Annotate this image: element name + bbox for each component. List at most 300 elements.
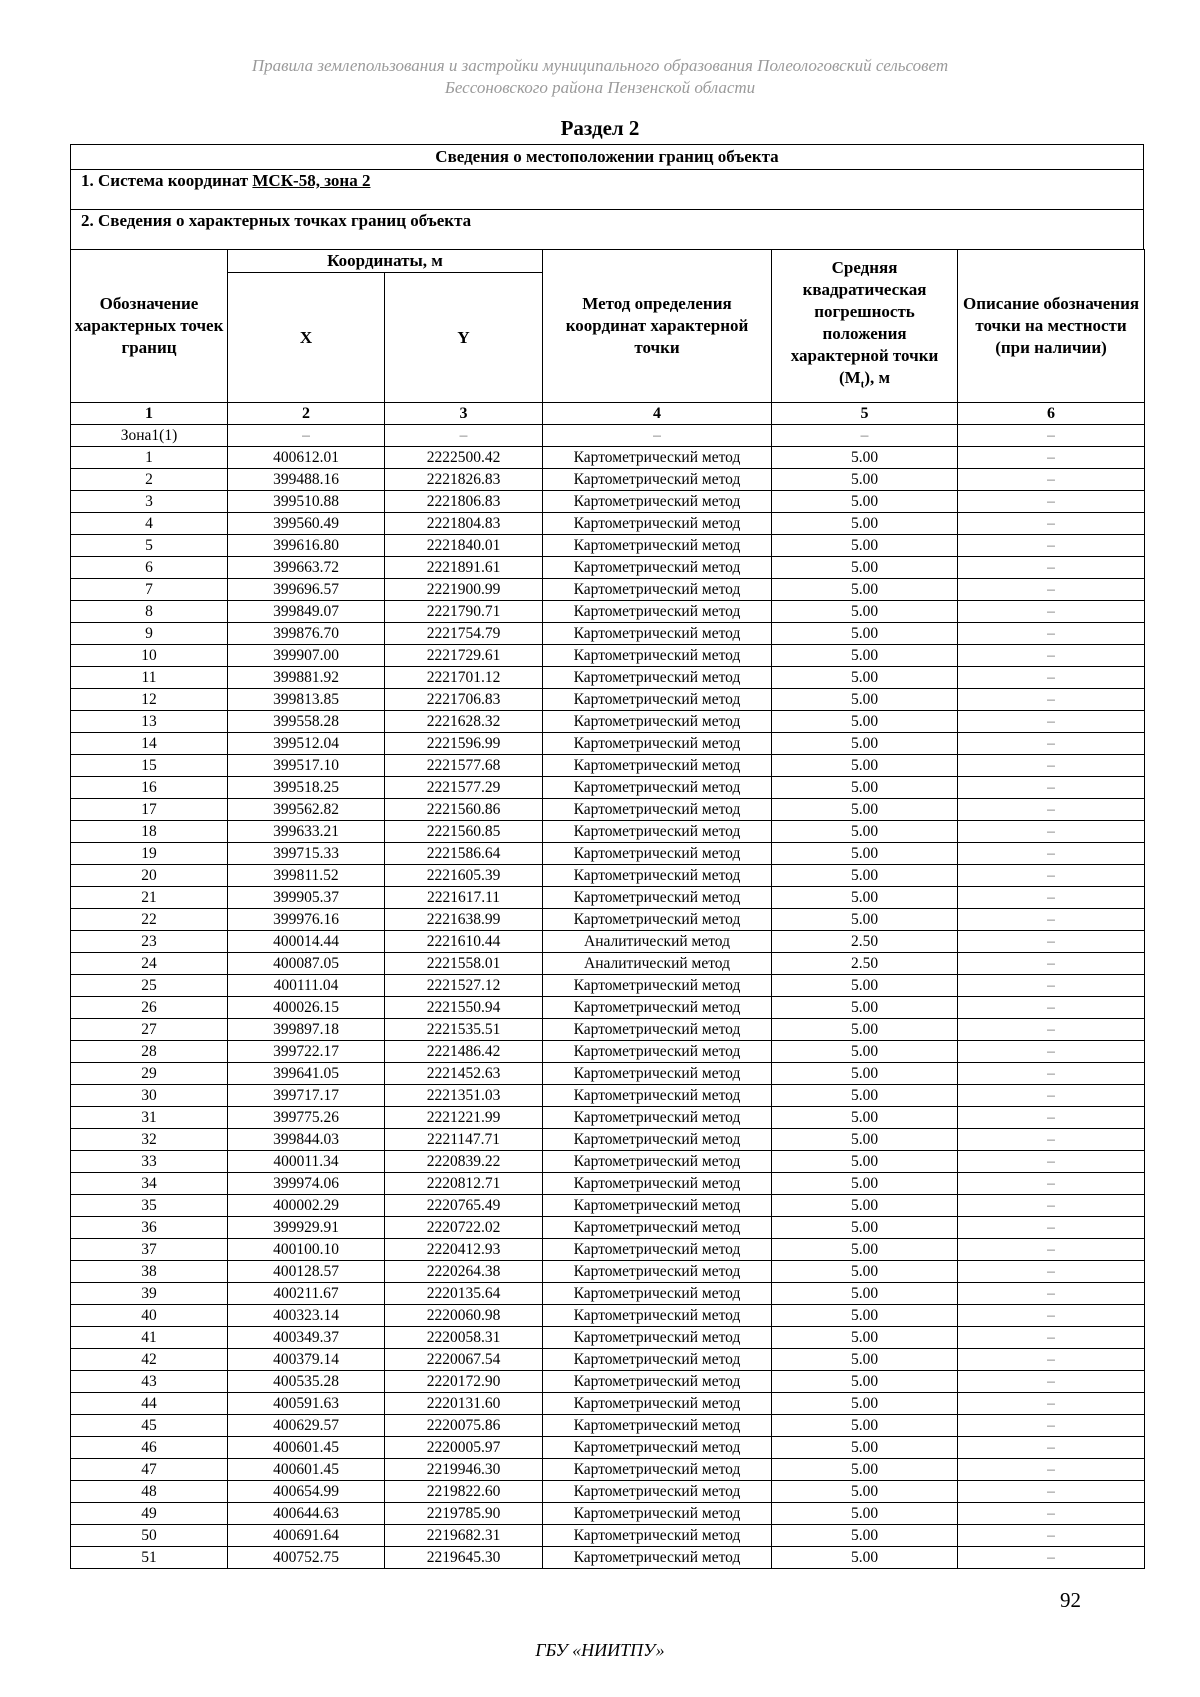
error-cell: 5.00 xyxy=(772,997,958,1019)
error-cell: 5.00 xyxy=(772,1239,958,1261)
method-cell: Картометрический метод xyxy=(543,1283,772,1305)
error-cell: 5.00 xyxy=(772,755,958,777)
error-cell: 5.00 xyxy=(772,601,958,623)
error-cell: 2.50 xyxy=(772,953,958,975)
description-cell: – xyxy=(958,1327,1145,1349)
error-cell: 5.00 xyxy=(772,1041,958,1063)
description-cell: – xyxy=(958,975,1145,997)
y-coordinate-cell: 2221452.63 xyxy=(385,1063,543,1085)
method-cell: Картометрический метод xyxy=(543,601,772,623)
table-row xyxy=(71,447,1145,469)
y-coordinate-cell: 2221221.99 xyxy=(385,1107,543,1129)
col-header-description: Описание обозначения точки на местности (при наличии) xyxy=(958,250,1145,403)
point-id-cell: 34 xyxy=(71,1173,228,1195)
watermark-line-1: Правила землепользования и застройки муниципального образования Полеологовский сельсовет xyxy=(251,56,949,75)
description-cell: – xyxy=(958,491,1145,513)
point-id-cell: 4 xyxy=(71,513,228,535)
y-coordinate-cell: 2220058.31 xyxy=(385,1327,543,1349)
col-header-error: Средняя квадратическая погрешность положения характерной точки $(M_t)$, м xyxy=(772,250,958,403)
x-coordinate-cell: 399488.16 xyxy=(228,469,385,491)
description-cell: – xyxy=(958,1547,1145,1569)
description-cell: – xyxy=(958,1107,1145,1129)
error-cell: 5.00 xyxy=(772,777,958,799)
method-cell: Картометрический метод xyxy=(543,1019,772,1041)
y-coordinate-cell: 2221900.99 xyxy=(385,579,543,601)
method-cell: Картометрический метод xyxy=(543,557,772,579)
table-caption: Сведения о местоположении границ объекта xyxy=(70,144,1144,170)
table-row xyxy=(71,1129,1145,1151)
method-cell: Картометрический метод xyxy=(543,1041,772,1063)
error-cell: 5.00 xyxy=(772,645,958,667)
table-row xyxy=(71,1217,1145,1239)
method-cell: Картометрический метод xyxy=(543,513,772,535)
y-coordinate-cell: 2220135.64 xyxy=(385,1283,543,1305)
description-cell: – xyxy=(958,887,1145,909)
y-coordinate-cell: 2221535.51 xyxy=(385,1019,543,1041)
point-id-cell: 13 xyxy=(71,711,228,733)
point-id-cell: 39 xyxy=(71,1283,228,1305)
point-id-cell: 8 xyxy=(71,601,228,623)
description-cell: – xyxy=(958,1371,1145,1393)
error-cell: 5.00 xyxy=(772,1503,958,1525)
method-cell: Картометрический метод xyxy=(543,1239,772,1261)
footer-organization: ГБУ «НИИТПУ» xyxy=(535,1640,665,1660)
x-coordinate-cell: 400100.10 xyxy=(228,1239,385,1261)
x-coordinate-cell: 400011.34 xyxy=(228,1151,385,1173)
col-number: 2 xyxy=(228,403,385,425)
point-id-cell: 24 xyxy=(71,953,228,975)
description-cell: – xyxy=(958,997,1145,1019)
x-coordinate-cell: 399641.05 xyxy=(228,1063,385,1085)
y-coordinate-cell: 2220765.49 xyxy=(385,1195,543,1217)
col-number: 4 xyxy=(543,403,772,425)
method-cell: Картометрический метод xyxy=(543,1173,772,1195)
coord-system-value: МСК-58, зона 2 xyxy=(252,171,371,190)
table-row xyxy=(71,1239,1145,1261)
y-coordinate-cell: 2221577.29 xyxy=(385,777,543,799)
table-row xyxy=(71,689,1145,711)
col-header-coords-group: Координаты, м xyxy=(228,250,543,273)
x-coordinate-cell: 400379.14 xyxy=(228,1349,385,1371)
method-cell: Картометрический метод xyxy=(543,1371,772,1393)
table-row xyxy=(71,557,1145,579)
x-coordinate-cell: 400128.57 xyxy=(228,1261,385,1283)
col-number: 1 xyxy=(71,403,228,425)
table-row xyxy=(71,975,1145,997)
table-row xyxy=(71,623,1145,645)
method-cell: Картометрический метод xyxy=(543,1547,772,1569)
point-id-cell: 37 xyxy=(71,1239,228,1261)
point-id-cell: 35 xyxy=(71,1195,228,1217)
page-number: 92 xyxy=(1060,1588,1081,1612)
table-row xyxy=(71,887,1145,909)
table-row xyxy=(71,821,1145,843)
x-coordinate-cell: 399811.52 xyxy=(228,865,385,887)
point-id-cell: 9 xyxy=(71,623,228,645)
error-cell: 5.00 xyxy=(772,1437,958,1459)
point-id-cell: 48 xyxy=(71,1481,228,1503)
x-coordinate-cell: 399876.70 xyxy=(228,623,385,645)
y-coordinate-cell: 2221790.71 xyxy=(385,601,543,623)
table-row xyxy=(71,733,1145,755)
point-id-cell: 23 xyxy=(71,931,228,953)
table-row xyxy=(71,755,1145,777)
x-coordinate-cell: 400111.04 xyxy=(228,975,385,997)
point-id-cell: 22 xyxy=(71,909,228,931)
description-cell: – xyxy=(958,1151,1145,1173)
error-cell: 5.00 xyxy=(772,469,958,491)
y-coordinate-cell: 2220722.02 xyxy=(385,1217,543,1239)
point-id-cell: 10 xyxy=(71,645,228,667)
table-row xyxy=(71,1503,1145,1525)
description-cell: – xyxy=(958,843,1145,865)
table-row xyxy=(71,1195,1145,1217)
description-cell: – xyxy=(958,1393,1145,1415)
method-cell: Картометрический метод xyxy=(543,667,772,689)
point-id-cell: 32 xyxy=(71,1129,228,1151)
point-id-cell: 41 xyxy=(71,1327,228,1349)
description-cell: – xyxy=(958,1173,1145,1195)
error-cell: 5.00 xyxy=(772,1261,958,1283)
y-coordinate-cell: 2220839.22 xyxy=(385,1151,543,1173)
description-cell: – xyxy=(958,1349,1145,1371)
description-cell: – xyxy=(958,667,1145,689)
x-coordinate-cell: 400591.63 xyxy=(228,1393,385,1415)
y-coordinate-cell: 2220412.93 xyxy=(385,1239,543,1261)
table-row xyxy=(71,953,1145,975)
error-cell: 5.00 xyxy=(772,1481,958,1503)
x-coordinate-cell: 399929.91 xyxy=(228,1217,385,1239)
x-coordinate-cell: 399517.10 xyxy=(228,755,385,777)
method-cell: Картометрический метод xyxy=(543,1349,772,1371)
x-coordinate-cell: 400629.57 xyxy=(228,1415,385,1437)
error-cell: 5.00 xyxy=(772,843,958,865)
y-coordinate-cell: 2221147.71 xyxy=(385,1129,543,1151)
boundary-points-table xyxy=(70,249,1145,1569)
point-id-cell: 44 xyxy=(71,1393,228,1415)
point-id-cell: 36 xyxy=(71,1217,228,1239)
table-row xyxy=(71,645,1145,667)
method-cell: Картометрический метод xyxy=(543,645,772,667)
method-cell: Картометрический метод xyxy=(543,1305,772,1327)
y-coordinate-cell: 2221486.42 xyxy=(385,1041,543,1063)
description-cell: – xyxy=(958,1283,1145,1305)
description-cell: – xyxy=(958,1503,1145,1525)
table-row xyxy=(71,997,1145,1019)
table-row xyxy=(71,579,1145,601)
error-cell: 5.00 xyxy=(772,909,958,931)
document-watermark-header xyxy=(0,55,1200,99)
y-coordinate-cell: 2222500.42 xyxy=(385,447,543,469)
y-coordinate-cell: 2221891.61 xyxy=(385,557,543,579)
point-id-cell: 17 xyxy=(71,799,228,821)
y-coordinate-cell: 2221560.85 xyxy=(385,821,543,843)
method-cell: Картометрический метод xyxy=(543,887,772,909)
method-cell: Картометрический метод xyxy=(543,1481,772,1503)
description-cell: – xyxy=(958,1085,1145,1107)
point-id-cell: 45 xyxy=(71,1415,228,1437)
table-row xyxy=(71,909,1145,931)
error-cell: 5.00 xyxy=(772,975,958,997)
x-coordinate-cell: 400601.45 xyxy=(228,1437,385,1459)
description-cell: – xyxy=(958,469,1145,491)
x-coordinate-cell: 400026.15 xyxy=(228,997,385,1019)
method-cell: Картометрический метод xyxy=(543,909,772,931)
point-id-cell: 43 xyxy=(71,1371,228,1393)
table-row xyxy=(71,1371,1145,1393)
table-row xyxy=(71,1151,1145,1173)
method-cell: Картометрический метод xyxy=(543,821,772,843)
description-cell: – xyxy=(958,931,1145,953)
description-cell: – xyxy=(958,909,1145,931)
description-cell: – xyxy=(958,535,1145,557)
description-cell: – xyxy=(958,425,1145,447)
y-coordinate-cell: 2221638.99 xyxy=(385,909,543,931)
x-coordinate-cell: 399897.18 xyxy=(228,1019,385,1041)
error-cell: 5.00 xyxy=(772,1459,958,1481)
description-cell: – xyxy=(958,711,1145,733)
y-coordinate-cell: 2221628.32 xyxy=(385,711,543,733)
section-title: Раздел 2 xyxy=(560,116,640,140)
table-row xyxy=(71,1261,1145,1283)
method-cell: Аналитический метод xyxy=(543,931,772,953)
method-cell: Картометрический метод xyxy=(543,579,772,601)
description-cell: – xyxy=(958,645,1145,667)
description-cell: – xyxy=(958,1437,1145,1459)
point-id-cell: 21 xyxy=(71,887,228,909)
point-id-cell: 38 xyxy=(71,1261,228,1283)
x-coordinate-cell: 399518.25 xyxy=(228,777,385,799)
method-cell: Картометрический метод xyxy=(543,1063,772,1085)
y-coordinate-cell: 2220172.90 xyxy=(385,1371,543,1393)
table-row xyxy=(71,1107,1145,1129)
method-cell: Картометрический метод xyxy=(543,1393,772,1415)
table-row xyxy=(71,1041,1145,1063)
y-coordinate-cell: 2221527.12 xyxy=(385,975,543,997)
error-cell: 5.00 xyxy=(772,535,958,557)
y-coordinate-cell: 2221826.83 xyxy=(385,469,543,491)
method-cell: Картометрический метод xyxy=(543,535,772,557)
x-coordinate-cell: 399616.80 xyxy=(228,535,385,557)
method-cell: Картометрический метод xyxy=(543,777,772,799)
x-coordinate-cell: 399633.21 xyxy=(228,821,385,843)
y-coordinate-cell: 2221560.86 xyxy=(385,799,543,821)
x-coordinate-cell: 399696.57 xyxy=(228,579,385,601)
description-cell: – xyxy=(958,623,1145,645)
point-id-cell: 46 xyxy=(71,1437,228,1459)
method-cell: Картометрический метод xyxy=(543,491,772,513)
table-row xyxy=(71,1173,1145,1195)
point-id-cell: 14 xyxy=(71,733,228,755)
y-coordinate-cell: 2221840.01 xyxy=(385,535,543,557)
x-coordinate-cell: 400002.29 xyxy=(228,1195,385,1217)
error-cell: 5.00 xyxy=(772,557,958,579)
x-coordinate-cell: 399974.06 xyxy=(228,1173,385,1195)
point-id-cell: 6 xyxy=(71,557,228,579)
col-number: 3 xyxy=(385,403,543,425)
coord-system-row xyxy=(70,169,1144,210)
y-coordinate-cell: 2219682.31 xyxy=(385,1525,543,1547)
method-cell: Картометрический метод xyxy=(543,997,772,1019)
y-coordinate-cell: 2221610.44 xyxy=(385,931,543,953)
table-row xyxy=(71,1459,1145,1481)
table-row xyxy=(71,1305,1145,1327)
description-cell: – xyxy=(958,579,1145,601)
y-coordinate-cell: 2221754.79 xyxy=(385,623,543,645)
x-coordinate-cell: 399510.88 xyxy=(228,491,385,513)
error-cell: 5.00 xyxy=(772,1085,958,1107)
x-coordinate-cell: 399907.00 xyxy=(228,645,385,667)
error-cell: 5.00 xyxy=(772,865,958,887)
table-row xyxy=(71,711,1145,733)
x-coordinate-cell: 399512.04 xyxy=(228,733,385,755)
method-cell: Картометрический метод xyxy=(543,1327,772,1349)
error-cell: 5.00 xyxy=(772,491,958,513)
point-id-cell: Зона1(1) xyxy=(71,425,228,447)
x-coordinate-cell: 400087.05 xyxy=(228,953,385,975)
error-cell: 5.00 xyxy=(772,799,958,821)
point-id-cell: 18 xyxy=(71,821,228,843)
table-row xyxy=(71,843,1145,865)
y-coordinate-cell: 2221550.94 xyxy=(385,997,543,1019)
error-cell: 5.00 xyxy=(772,1151,958,1173)
x-coordinate-cell: 400014.44 xyxy=(228,931,385,953)
point-id-cell: 33 xyxy=(71,1151,228,1173)
error-cell: 5.00 xyxy=(772,1195,958,1217)
y-coordinate-cell: 2220067.54 xyxy=(385,1349,543,1371)
x-coordinate-cell: 400654.99 xyxy=(228,1481,385,1503)
error-cell: 5.00 xyxy=(772,1283,958,1305)
method-cell: Картометрический метод xyxy=(543,733,772,755)
description-cell: – xyxy=(958,689,1145,711)
y-coordinate-cell: 2221804.83 xyxy=(385,513,543,535)
table-row xyxy=(71,1063,1145,1085)
y-coordinate-cell: 2221706.83 xyxy=(385,689,543,711)
x-coordinate-cell: 399562.82 xyxy=(228,799,385,821)
point-id-cell: 16 xyxy=(71,777,228,799)
description-cell: – xyxy=(958,1019,1145,1041)
method-cell: Аналитический метод xyxy=(543,953,772,975)
y-coordinate-cell: 2219822.60 xyxy=(385,1481,543,1503)
table-row xyxy=(71,1437,1145,1459)
table-row xyxy=(71,1019,1145,1041)
col-header-y: Y xyxy=(385,273,543,403)
point-id-cell: 47 xyxy=(71,1459,228,1481)
method-cell: Картометрический метод xyxy=(543,689,772,711)
x-coordinate-cell: 399976.16 xyxy=(228,909,385,931)
error-cell: 5.00 xyxy=(772,711,958,733)
method-cell: Картометрический метод xyxy=(543,623,772,645)
x-coordinate-cell: 399560.49 xyxy=(228,513,385,535)
error-cell: 2.50 xyxy=(772,931,958,953)
method-cell: Картометрический метод xyxy=(543,865,772,887)
point-id-cell: 19 xyxy=(71,843,228,865)
method-cell: Картометрический метод xyxy=(543,799,772,821)
y-coordinate-cell: 2221806.83 xyxy=(385,491,543,513)
point-id-cell: 51 xyxy=(71,1547,228,1569)
table-row xyxy=(71,535,1145,557)
table-row xyxy=(71,1393,1145,1415)
table-row xyxy=(71,425,1145,447)
method-cell: – xyxy=(543,425,772,447)
x-coordinate-cell: 399663.72 xyxy=(228,557,385,579)
table-row xyxy=(71,1547,1145,1569)
point-id-cell: 12 xyxy=(71,689,228,711)
y-coordinate-cell: 2220264.38 xyxy=(385,1261,543,1283)
method-cell: Картометрический метод xyxy=(543,1503,772,1525)
error-cell: 5.00 xyxy=(772,1305,958,1327)
x-coordinate-cell: 400535.28 xyxy=(228,1371,385,1393)
description-cell: – xyxy=(958,733,1145,755)
error-cell: 5.00 xyxy=(772,1547,958,1569)
method-cell: Картометрический метод xyxy=(543,1525,772,1547)
point-id-cell: 11 xyxy=(71,667,228,689)
y-coordinate-cell: 2221351.03 xyxy=(385,1085,543,1107)
description-cell: – xyxy=(958,601,1145,623)
x-coordinate-cell: 399558.28 xyxy=(228,711,385,733)
error-cell: 5.00 xyxy=(772,689,958,711)
method-cell: Картометрический метод xyxy=(543,755,772,777)
point-id-cell: 25 xyxy=(71,975,228,997)
y-coordinate-cell: 2220075.86 xyxy=(385,1415,543,1437)
x-coordinate-cell: 399717.17 xyxy=(228,1085,385,1107)
description-cell: – xyxy=(958,557,1145,579)
point-id-cell: 30 xyxy=(71,1085,228,1107)
error-cell: 5.00 xyxy=(772,447,958,469)
description-cell: – xyxy=(958,1415,1145,1437)
description-cell: – xyxy=(958,1041,1145,1063)
description-cell: – xyxy=(958,1525,1145,1547)
y-coordinate-cell: 2220005.97 xyxy=(385,1437,543,1459)
table-row xyxy=(71,513,1145,535)
y-coordinate-cell: 2219946.30 xyxy=(385,1459,543,1481)
description-cell: – xyxy=(958,1129,1145,1151)
method-cell: Картометрический метод xyxy=(543,975,772,997)
point-id-cell: 2 xyxy=(71,469,228,491)
y-coordinate-cell: – xyxy=(385,425,543,447)
y-coordinate-cell: 2221586.64 xyxy=(385,843,543,865)
col-number: 6 xyxy=(958,403,1145,425)
method-cell: Картометрический метод xyxy=(543,1261,772,1283)
col-header-method: Метод определения координат характерной точки xyxy=(543,250,772,403)
description-cell: – xyxy=(958,1459,1145,1481)
point-id-cell: 27 xyxy=(71,1019,228,1041)
y-coordinate-cell: 2219785.90 xyxy=(385,1503,543,1525)
point-id-cell: 28 xyxy=(71,1041,228,1063)
method-cell: Картометрический метод xyxy=(543,1085,772,1107)
method-cell: Картометрический метод xyxy=(543,1195,772,1217)
description-cell: – xyxy=(958,1063,1145,1085)
table-row xyxy=(71,1349,1145,1371)
method-cell: Картометрический метод xyxy=(543,711,772,733)
method-cell: Картометрический метод xyxy=(543,1415,772,1437)
x-coordinate-cell: 400752.75 xyxy=(228,1547,385,1569)
error-cell: 5.00 xyxy=(772,887,958,909)
x-coordinate-cell: 400349.37 xyxy=(228,1327,385,1349)
error-cell: 5.00 xyxy=(772,1063,958,1085)
x-coordinate-cell: 399715.33 xyxy=(228,843,385,865)
y-coordinate-cell: 2221729.61 xyxy=(385,645,543,667)
x-coordinate-cell: – xyxy=(228,425,385,447)
description-cell: – xyxy=(958,953,1145,975)
point-id-cell: 42 xyxy=(71,1349,228,1371)
point-id-cell: 20 xyxy=(71,865,228,887)
x-coordinate-cell: 400323.14 xyxy=(228,1305,385,1327)
error-cell: 5.00 xyxy=(772,1217,958,1239)
method-cell: Картометрический метод xyxy=(543,447,772,469)
method-cell: Картометрический метод xyxy=(543,1459,772,1481)
error-cell: 5.00 xyxy=(772,1415,958,1437)
